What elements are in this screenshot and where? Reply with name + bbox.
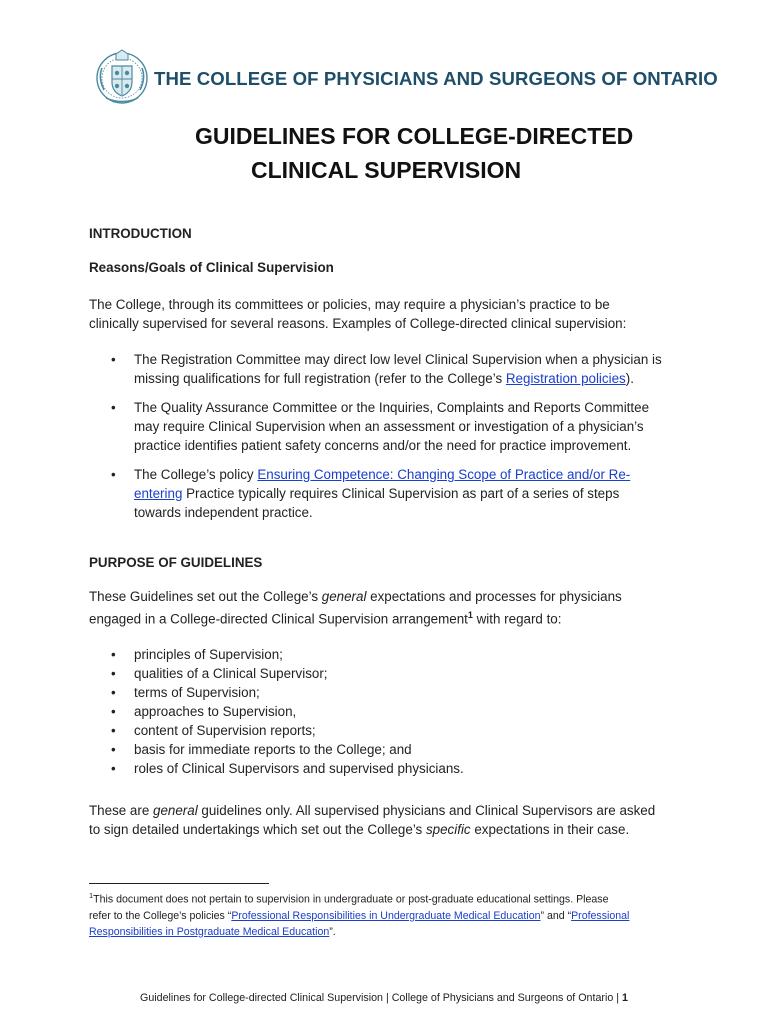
page-footer: Guidelines for College-directed Clinical Supervision | College of Physicians and Surgeons of Ontario | 1 (140, 992, 628, 1004)
college-seal-logo (94, 48, 150, 106)
title-line-2: CLINICAL SUPERVISION (251, 157, 522, 183)
purpose-paragraph-line-1: These Guidelines set out the College’s general expectations and processes for physicians (89, 589, 622, 604)
list-item: • The College’s policy Ensuring Competence: Changing Scope of Practice and/or Re- entering Practice typically requires Clinical Supervision as part of a series of steps towards independent practice. (89, 465, 662, 522)
title-line-1: GUIDELINES FOR COLLEGE-DIRECTED (195, 123, 634, 149)
postgraduate-policy-link[interactable]: Professional (571, 909, 630, 922)
letterhead (94, 48, 718, 110)
purpose-paragraph-line-2: engaged in a College-directed Clinical Supervision arrangement$^1$ with regard to: (89, 610, 562, 627)
footnote-marker: 1 (467, 610, 473, 620)
list-item: • The Quality Assurance Committee or the Inquiries, Complaints and Reports Committee may require Clinical Supervision when an assessment or investigation of a physician’s practice identifies patient safety concerns and/or the need for practice improvement. (89, 398, 662, 455)
guidelines-topics-list (89, 645, 464, 778)
section-heading-purpose: PURPOSE OF GUIDELINES (89, 555, 263, 570)
registration-policies-link[interactable]: Registration policies (505, 371, 626, 386)
footnote-divider (89, 883, 269, 884)
list-item: • principles of Supervision; (89, 645, 464, 664)
supervision-examples-list (89, 350, 662, 532)
undergraduate-policy-link[interactable]: Professional Responsibilities in Undergraduate Medical Education (231, 909, 541, 922)
list-item: • approaches to Supervision, (89, 702, 464, 721)
closing-paragraph-line-2: to sign detailed undertakings which set out the College’s specific expectations in their case. (89, 822, 630, 837)
list-item: • terms of Supervision; (89, 683, 464, 702)
intro-paragraph-line-2: clinically supervised for several reasons. Examples of College-directed clinical supervision: (89, 316, 627, 331)
list-item: • The Registration Committee may direct low level Clinical Supervision when a physician is missing qualifications for full registration (refer to the College’s Registration policies). (89, 350, 662, 388)
list-item: • content of Supervision reports; (89, 721, 464, 740)
list-item: • basis for immediate reports to the College; and (89, 740, 464, 759)
ensuring-competence-link-cont[interactable]: entering (134, 486, 183, 501)
postgraduate-policy-link-cont[interactable]: Responsibilities in Postgraduate Medical Education (89, 925, 330, 938)
subheading-reasons-goals: Reasons/Goals of Clinical Supervision (89, 260, 334, 275)
intro-paragraph-line-1: The College, through its committees or policies, may require a physician’s practice to be (89, 297, 610, 312)
org-name: THE COLLEGE OF PHYSICIANS AND SURGEONS OF ONTARIO (154, 68, 718, 89)
page-number: 1 (622, 992, 628, 1004)
section-heading-introduction: INTRODUCTION (89, 226, 192, 241)
closing-paragraph-line-1: These are general guidelines only. All supervised physicians and Clinical Supervisors are asked (89, 803, 656, 818)
footnote: $^1$This document does not pertain to supervision in undergraduate or post-graduate educational settings. Please refer to the College’s policies “Professional Responsibilities in Undergraduate Medical Education” and “Professional Responsibilities in Postgraduate Medical Education”. (89, 891, 630, 938)
ensuring-competence-link[interactable]: Ensuring Competence: Changing Scope of Practice and/or Re- (257, 467, 631, 482)
list-item: • roles of Clinical Supervisors and supervised physicians. (89, 759, 464, 778)
list-item: • qualities of a Clinical Supervisor; (89, 664, 464, 683)
